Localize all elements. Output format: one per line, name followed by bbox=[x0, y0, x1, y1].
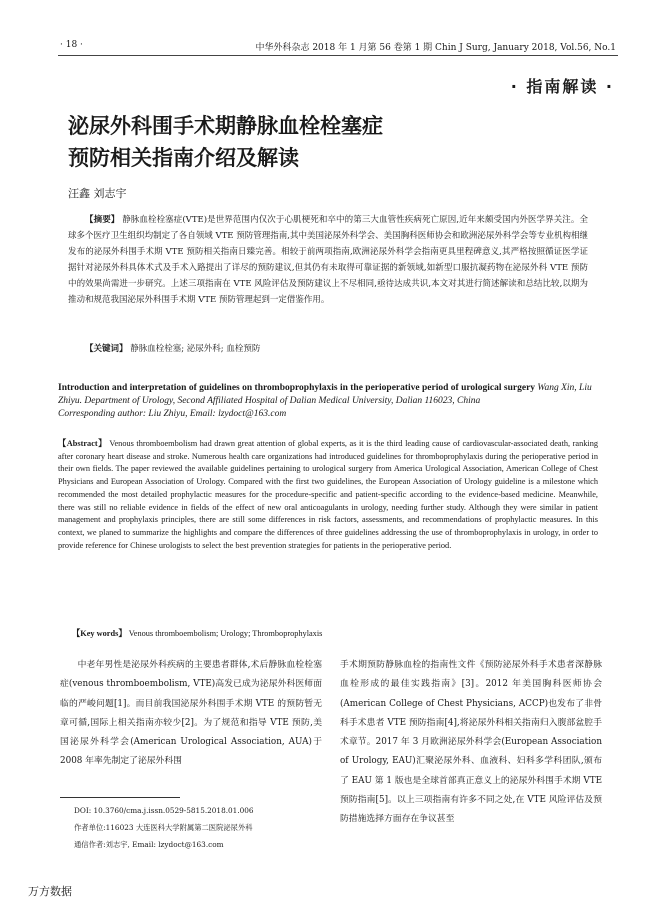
english-title-block bbox=[58, 382, 598, 421]
abstract-text: 静脉血栓栓塞症(VTE)是世界范围内仅次于心肌梗死和卒中的第三大血管性疾病死亡原因,近年来颇受国内外医学界关注。全球多个医疗卫生组织均制定了各自领域 VTE 预防管理指南,其中美国泌尿外科学会、美国胸科医师协会和欧洲泌尿外科学会等专业机构相继发布的泌尿外科围手术期 VTE 预防相关指南日臻完善。相较于前两项指南,欧洲泌尿外科学会指南更具里程碑意义,其严格按照循证医学证据针对泌尿外科具体术式及手术入路提出了详尽的预防建议,但其仍有未取得可靠证据的新领域,如新型口服抗凝药物在泌尿外科 VTE 预防中的效果尚需进一步研究。上述三项指南在 VTE 风险评估及预防建议上不尽相同,亟待达成共识,本文对其进行简述解读和总结比较,以期为推动和规范我国泌尿外科围手术期 VTE 预防管理起到一定借鉴作用。 bbox=[68, 215, 589, 306]
english-title: Introduction and interpretation of guidelines on thromboprophylaxis in the perioperative period of urological surgery bbox=[58, 383, 536, 393]
chinese-keywords bbox=[68, 342, 588, 354]
keywords-text: 静脉血栓栓塞; 泌尿外科; 血栓预防 bbox=[130, 344, 261, 354]
english-abstract-label: 【Abstract】 bbox=[58, 439, 107, 448]
english-keywords-text: Venous thromboembolism; Urology; Thromboprophylaxis bbox=[128, 629, 323, 638]
article-title bbox=[68, 110, 588, 174]
english-abstract-text: Venous thromboembolism had drawn great attention of global experts, as it is the third leading cause of cardiovascular-associated death, ranking after coronary heart disease and stroke. Numerous health care organizations had introduced guidelines for thromboprophylaxis during the perioperative period in their own fields. The paper reviewed the available guidelines pertaining to urological surgery from America Urological Association, American College of Chest Physicians and European Association of Urology. Compared with the first two guidelines, the European Association of Urology guideline is a milestone which recommended the most detailed prophylactic measures for the procedure-specific and patient-specific according to the evidence-based medicine. Meanwhile, there was still no reliable evidence in fields of the effect of new oral anticoagulants in urology, needing further study. Although they were similar in patient management and prophylaxis principles, there are still some differences in risk factors, assessments, and recommendations of prophylactic measures. In this context, we planed to summarize the highlights and compare the differences of three guidelines addressing the use of thromboprophylaxis in urology, in order to provide reference for Chinese urologists to select the best prevention strategies for patients in the perioperative period. bbox=[58, 439, 599, 550]
title-line-2: 预防相关指南介绍及解读 bbox=[68, 146, 299, 170]
journal-running-head: 中华外科杂志 2018 年 1 月第 56 卷第 1 期 Chin J Surg, January 2018, Vol.56, No.1 bbox=[255, 43, 616, 53]
body-right-column: 手术期预防静脉血栓的指南性文件《预防泌尿外科手术患者深静脉血栓形成的最佳实践指南》[3]。2012 年美国胸科医师协会(American College of Chest Physicians, ACCP)也发布了非骨科手术患者 VTE 预防指南[4],将泌尿外科相关指南归入腹部盆腔手术章节。2017 年 3 月欧洲泌尿外科学会(European Association of Urology, EAU)汇聚泌尿外科、血液科、妇科多学科团队,颁布了 EAU 第 1 版也是全球首部真正意义上的泌尿外科围手术期 VTE 预防指南[5]。以上三项指南有许多不同之处,在 VTE 风险评估及预防措施选择方面存在争议甚至 bbox=[340, 660, 602, 825]
author-affiliation: 作者单位:116023 大连医科大学附属第二医院泌尿外科 bbox=[74, 823, 253, 832]
abstract-label: 【摘要】 bbox=[85, 215, 120, 225]
footnote-rule bbox=[60, 797, 180, 798]
english-abstract bbox=[58, 438, 598, 552]
title-line-1: 泌尿外科围手术期静脉血栓栓塞症 bbox=[68, 114, 383, 138]
chinese-abstract bbox=[68, 212, 588, 309]
header-rule bbox=[58, 55, 618, 56]
footnotes bbox=[74, 802, 254, 853]
english-keywords bbox=[72, 627, 322, 639]
authors: 汪鑫 刘志宇 bbox=[68, 187, 127, 200]
english-keywords-label: 【Key words】 bbox=[72, 629, 127, 638]
body-left-column: 中老年男性是泌尿外科疾病的主要患者群体,术后静脉血栓栓塞症(venous thromboembolism, VTE)高发已成为泌尿外科医师面临的严峻问题[1]。而目前我国泌尿外科围手术期 VTE 的预防暂无章可循,国际上相关指南亦较少[2]。为了规范和指导 VTE 预防,美国泌尿外科学会(American Urological Association, AUA)于 2008 年率先制定了泌尿外科围 bbox=[60, 660, 322, 767]
footer-brand: 万方数据 bbox=[28, 885, 72, 898]
page-number: · 18 · bbox=[60, 40, 83, 50]
english-authors: Wang Xin, Liu Zhiyu. Department of Urology, Second Affiliated Hospital of Dalian Medical University, Dalian 116023, China bbox=[58, 383, 592, 406]
corresponding-author: 通信作者:刘志宇, Email: lzydoct@163.com bbox=[74, 840, 224, 849]
column-tag: · 指南解读 · bbox=[510, 77, 614, 96]
doi: DOI: 10.3760/cma.j.issn.0529-5815.2018.01.006 bbox=[74, 806, 254, 815]
english-corresponding: Corresponding author: Liu Zhiyu, Email: lzydoct@163.com bbox=[58, 409, 287, 419]
keywords-label: 【关键词】 bbox=[85, 344, 128, 354]
